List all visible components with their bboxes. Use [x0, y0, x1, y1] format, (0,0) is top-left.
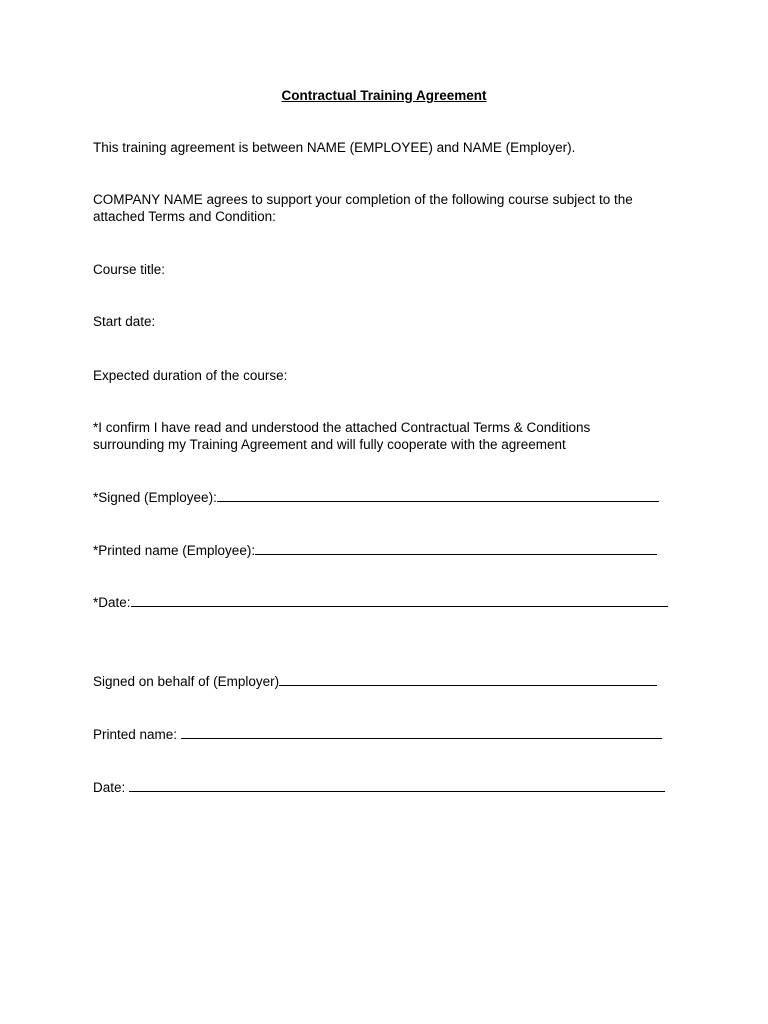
confirmation-paragraph [93, 419, 683, 453]
employer-printed-label: Printed name: [93, 727, 181, 742]
employer-date-line[interactable] [129, 778, 665, 792]
support-paragraph [93, 191, 683, 225]
employee-printed-name-line[interactable] [255, 541, 657, 555]
employer-printed-name-line[interactable] [181, 725, 662, 739]
support-line-1: COMPANY NAME agrees to support your completion of the following course subject to the [93, 192, 633, 207]
course-title-label: Course title: [93, 262, 166, 277]
employee-printed-label: *Printed name (Employee): [93, 543, 256, 558]
employer-printed-name-field [93, 725, 662, 743]
employee-signed-label: *Signed (Employee): [93, 490, 217, 505]
employer-date-label: Date: [93, 780, 130, 795]
employer-signature-field [93, 672, 657, 690]
employer-date-field [93, 778, 665, 796]
confirm-line-1: *I confirm I have read and understood the attached Contractual Terms & Conditions [93, 420, 591, 435]
employee-printed-name-field [93, 541, 657, 559]
employee-date-field [93, 593, 668, 611]
employee-date-label: *Date: [93, 595, 131, 610]
document-title: Contractual Training Agreement [281, 88, 487, 103]
start-date-label: Start date: [93, 314, 156, 329]
support-line-2: attached Terms and Condition: [93, 209, 276, 224]
employee-date-line[interactable] [131, 593, 668, 607]
confirm-line-2: surrounding my Training Agreement and will fully cooperate with the agreement [93, 437, 566, 452]
employer-signature-line[interactable] [279, 672, 657, 686]
employee-signature-line[interactable] [217, 488, 659, 502]
duration-label: Expected duration of the course: [93, 368, 288, 383]
employer-signed-label: Signed on behalf of (Employer) [93, 674, 280, 689]
employee-signature-field [93, 488, 659, 506]
intro-paragraph: This training agreement is between NAME (EMPLOYEE) and NAME (Employer). [93, 140, 576, 155]
